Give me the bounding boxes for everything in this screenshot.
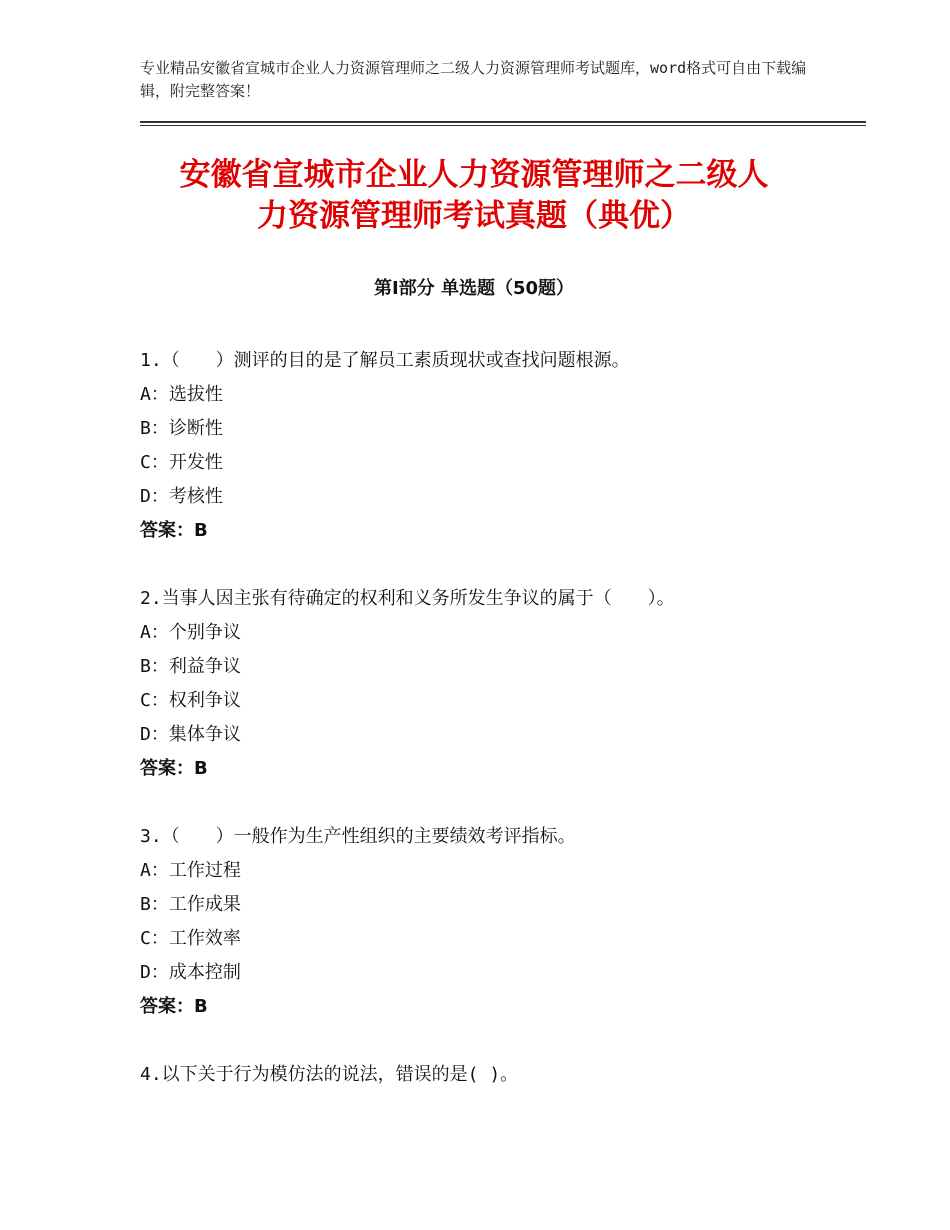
- option-c: C：工作效率: [140, 928, 241, 949]
- question-stem: 3.（ ）一般作为生产性组织的主要绩效考评指标。: [140, 826, 576, 847]
- option-a: A：选拔性: [140, 384, 223, 405]
- title-line-2: 力资源管理师考试真题（典优）: [257, 198, 691, 234]
- option-a: A：工作过程: [140, 860, 241, 881]
- question-2: [140, 582, 840, 786]
- answer: 答案：B: [140, 996, 208, 1017]
- title-line-1: 安徽省宣城市企业人力资源管理师之二级人: [179, 157, 769, 193]
- section-title: 第Ⅰ部分 单选题（50题）: [373, 278, 574, 299]
- question-stem: 1.（ ）测评的目的是了解员工素质现状或查找问题根源。: [140, 350, 630, 371]
- header-rule-thick: [140, 121, 866, 123]
- question-1: [140, 344, 840, 548]
- option-c: C：权利争议: [140, 690, 241, 711]
- question-4: [140, 1058, 840, 1092]
- option-a: A：个别争议: [140, 622, 241, 643]
- answer: 答案：B: [140, 758, 208, 779]
- header-note: 专业精品安徽省宣城市企业人力资源管理师之二级人力资源管理师考试题库，word格式可自由下载编辑，附完整答案！: [140, 59, 807, 100]
- option-b: B：利益争议: [140, 656, 241, 677]
- option-b: B：工作成果: [140, 894, 241, 915]
- question-stem: 2.当事人因主张有待确定的权利和义务所发生争议的属于（ ）。: [140, 588, 675, 609]
- question-list: [140, 344, 840, 1126]
- question-3: [140, 820, 840, 1024]
- answer: 答案：B: [140, 520, 208, 541]
- header-rule-thin: [140, 125, 866, 126]
- option-c: C：开发性: [140, 452, 223, 473]
- option-d: D：考核性: [140, 486, 223, 507]
- document-title: [140, 155, 808, 237]
- option-b: B：诊断性: [140, 418, 223, 439]
- question-stem: 4.以下关于行为模仿法的说法，错误的是( )。: [140, 1064, 519, 1085]
- option-d: D：集体争议: [140, 724, 241, 745]
- option-d: D：成本控制: [140, 962, 241, 983]
